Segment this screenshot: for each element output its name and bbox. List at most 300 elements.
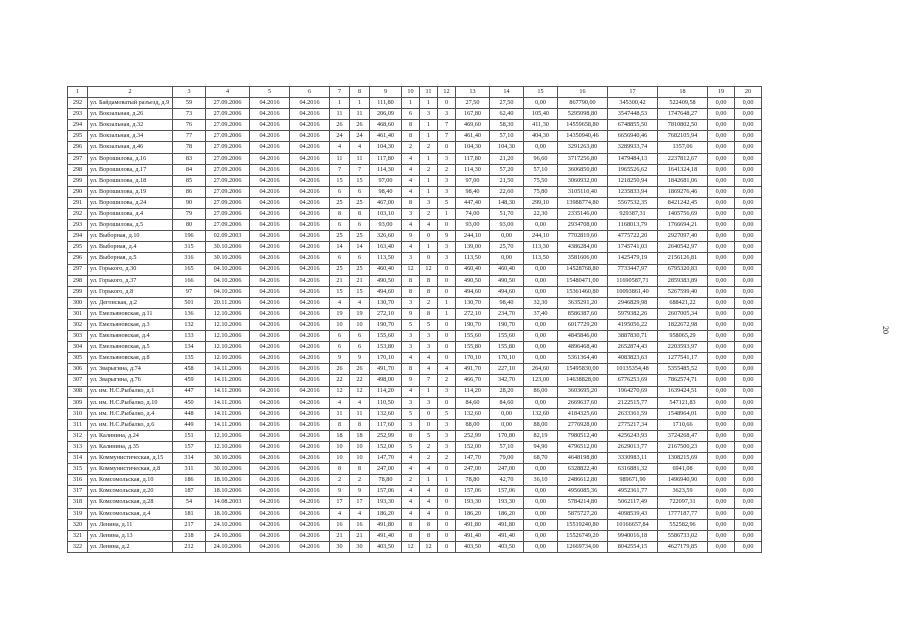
table-cell: 152,00 [370,442,402,453]
address-cell: ул. Вокзальная, д.34 [88,131,173,142]
table-cell: 25 [350,197,370,208]
address-cell: ул. Вокзальная, д.26 [88,109,173,120]
table-row [68,408,762,419]
table-cell: 04.2016 [290,497,330,508]
address-cell: ул. Горького, д.37 [88,275,173,286]
table-cell: 3623,59 [658,486,708,497]
table-cell: 37,40 [524,308,558,319]
table-cell: 4 [420,464,438,475]
table-cell: 190,70 [456,319,490,330]
table-cell: 0 [438,519,456,530]
table-cell: 0 [438,508,456,519]
column-header: 14 [490,87,524,98]
table-cell: 04.2016 [250,186,290,197]
table-cell: 491,40 [370,530,402,541]
table-cell: 0,00 [735,519,762,530]
table-cell: 2486612,80 [558,475,608,486]
table-cell: 04.2016 [250,364,290,375]
table-cell: 123,00 [524,375,558,386]
table-cell: 105,40 [524,109,558,120]
table-cell: 0,00 [708,419,735,430]
table-cell: 2 [438,453,456,464]
table-cell: 84,60 [490,397,524,408]
table-cell: 12 [330,386,350,397]
table-cell: 18 [330,430,350,441]
table-cell: 27.09.2006 [206,131,250,142]
table-cell: 113,50 [370,253,402,264]
table-cell: 447 [173,386,206,397]
table-cell: 4 [402,464,420,475]
table-cell: 165 [173,264,206,275]
table-cell: 491,80 [456,519,490,530]
table-cell: 3 [402,209,420,220]
table-cell: 04.2016 [290,142,330,153]
table-cell: 155,60 [456,331,490,342]
table-cell: 26 [330,120,350,131]
table-cell: 132,60 [524,408,558,419]
table-cell: 0,00 [735,353,762,364]
table-cell: 6 [350,186,370,197]
table-cell: 36,10 [524,475,558,486]
table-cell: 190,70 [370,319,402,330]
table-cell: 0,00 [735,242,762,253]
table-cell: 117,80 [370,153,402,164]
table-cell: 12669734,00 [558,541,608,552]
table-cell: 1 [420,153,438,164]
table-cell: 88,00 [524,419,558,430]
table-cell: 320 [68,519,88,530]
table-cell: 94,90 [524,442,558,453]
table-cell: 1 [420,475,438,486]
table-cell: 315 [68,464,88,475]
address-cell: ул. Вокзальная, д.32 [88,120,173,131]
table-cell: 297 [68,153,88,164]
table-cell: 0,00 [708,308,735,319]
table-row [68,98,762,109]
table-cell: 42,70 [490,475,524,486]
table-cell: 1 [438,475,456,486]
table-cell: 0,00 [735,464,762,475]
table-cell: 0 [438,530,456,541]
table-cell: 2 [350,475,370,486]
table-cell: 0,00 [490,253,524,264]
table-cell: 0 [438,464,456,475]
table-cell: 25 [350,264,370,275]
table-cell: 3060932,00 [558,175,608,186]
table-cell: 403,50 [490,541,524,552]
table-cell: 114,30 [456,164,490,175]
table-cell: 6328822,40 [558,464,608,475]
table-cell: 490,50 [456,275,490,286]
table-cell: 4184325,60 [558,408,608,419]
table-cell: 193,30 [490,497,524,508]
table-cell: 0 [420,231,438,242]
table-cell: 1425479,19 [608,253,658,264]
table-cell: 4 [402,353,420,364]
table-cell: 234,70 [490,308,524,319]
table-cell: 6 [350,253,370,264]
table-cell: 04.2016 [250,486,290,497]
table-cell: 18.10.2006 [206,486,250,497]
table-cell: 1496940,90 [658,475,708,486]
column-header: 11 [420,87,438,98]
table-cell: 6 [350,342,370,353]
table-cell: 04.2016 [290,530,330,541]
table-cell: 1766694,21 [658,220,708,231]
table-cell: 0,00 [735,220,762,231]
table-row [68,264,762,275]
table-cell: 1405756,69 [658,209,708,220]
table-cell: 0,00 [708,519,735,530]
table-cell: 6 [350,331,370,342]
table-cell: 206,09 [370,109,402,120]
address-cell: ул. Емельяновская, д.3 [88,319,173,330]
table-cell: 04.2016 [250,131,290,142]
table-cell: 15 [330,175,350,186]
table-cell: 3 [438,442,456,453]
table-cell: 0,00 [708,231,735,242]
table-cell: 4 [402,175,420,186]
table-cell: 04.2016 [290,275,330,286]
table-cell: 2 [420,209,438,220]
table-cell: 0,00 [524,397,558,408]
table-cell: 13988774,80 [558,197,608,208]
table-row [68,297,762,308]
table-cell: 8 [402,131,420,142]
table-cell: 491,80 [370,519,402,530]
table-cell: 0,00 [735,231,762,242]
table-cell: 04.2016 [250,209,290,220]
table-row [68,175,762,186]
table-cell: 14528768,80 [558,264,608,275]
table-cell: 28,20 [490,386,524,397]
table-cell: 10 [330,442,350,453]
table-cell: 0,00 [708,497,735,508]
table-cell: 1 [402,98,420,109]
table-cell: 5 [438,408,456,419]
table-cell: 6 [402,109,420,120]
table-cell: 1 [438,297,456,308]
table-cell: 11 [350,109,370,120]
table-cell: 11 [330,408,350,419]
table-row [68,275,762,286]
table-cell: 6941,08 [658,464,708,475]
table-cell: 11690587,71 [608,275,658,286]
table-cell: 1747648,27 [658,109,708,120]
table-cell: 4 [330,142,350,153]
table-cell: 27.09.2006 [206,164,250,175]
table-cell: 1 [438,209,456,220]
column-header: 15 [524,87,558,98]
table-cell: 4 [330,508,350,519]
table-cell: 193,30 [370,497,402,508]
table-cell: 4 [402,386,420,397]
table-cell: 0,00 [708,109,735,120]
table-cell: 217 [173,519,206,530]
table-cell: 04.2016 [250,175,290,186]
table-cell: 1 [420,186,438,197]
table-cell: 98,40 [370,186,402,197]
table-cell: 18.10.2006 [206,475,250,486]
address-cell: ул. Выборная, д.10 [88,231,173,242]
table-cell: 04.2016 [290,297,330,308]
table-cell: 22,60 [490,186,524,197]
table-cell: 0,00 [735,308,762,319]
table-cell: 252,99 [456,430,490,441]
table-cell: 10 [330,453,350,464]
table-cell: 104,30 [456,142,490,153]
table-cell: 59 [173,98,206,109]
table-cell: 78,80 [456,475,490,486]
table-cell: 0,00 [735,342,762,353]
table-cell: 0,00 [735,364,762,375]
table-cell: 04.2016 [250,419,290,430]
table-cell: 78,80 [370,475,402,486]
table-cell: 3 [438,186,456,197]
table-cell: 314 [68,453,88,464]
address-cell: ул. Комсомольская, д.4 [88,508,173,519]
table-cell: 4386284,00 [558,242,608,253]
table-cell: 0,00 [524,264,558,275]
table-cell: 2859383,89 [658,275,708,286]
table-cell: 04.2016 [290,375,330,386]
table-cell: 958065,29 [658,331,708,342]
address-cell: ул. им. Н.С.Рыбалко, д.1 [88,386,173,397]
table-cell: 491,70 [370,364,402,375]
table-cell: 459 [173,375,206,386]
table-cell: 90 [173,197,206,208]
table-cell: 15526749,20 [558,530,608,541]
table-cell: 14.11.2006 [206,419,250,430]
table-cell: 5567532,35 [608,197,658,208]
table-cell: 2 [420,164,438,175]
table-cell: 8 [330,209,350,220]
table-cell: 86,00 [524,386,558,397]
table-cell: 5 [420,430,438,441]
table-cell: 0,00 [735,442,762,453]
table-cell: 0,00 [524,286,558,297]
table-cell: 4775722,20 [608,231,658,242]
table-cell: 0,00 [708,486,735,497]
table-cell: 04.2016 [290,408,330,419]
table-row [68,197,762,208]
table-cell: 469,60 [456,120,490,131]
table-cell: 6776253,69 [608,375,658,386]
address-cell: ул. Калинина, д.24 [88,430,173,441]
table-cell: 25 [330,197,350,208]
table-cell: 867790,00 [558,98,608,109]
table-cell: 30 [330,541,350,552]
table-cell: 117,60 [370,419,402,430]
register-sheet [67,86,762,553]
table-cell: 2203593,97 [658,342,708,353]
table-cell: 264,60 [524,364,558,375]
table-cell: 2 [438,164,456,175]
table-cell: 04.2016 [250,386,290,397]
table-cell: 3105110,40 [558,186,608,197]
table-cell: 0,00 [735,175,762,186]
table-cell: 19 [330,308,350,319]
table-cell: 04.2016 [250,508,290,519]
table-row [68,342,762,353]
address-cell: ул. Ворошилова, д.16 [88,153,173,164]
address-cell: ул. Коммунистическая, д.15 [88,453,173,464]
table-cell: 04.2016 [250,530,290,541]
table-cell: 12 [402,541,420,552]
table-cell: 27.09.2006 [206,220,250,231]
address-cell: ул. Калинина, д.35 [88,442,173,453]
table-cell: 4083823,63 [608,353,658,364]
table-cell: 130,70 [456,297,490,308]
table-row [68,497,762,508]
table-cell: 0,00 [735,120,762,131]
table-cell: 290 [68,186,88,197]
table-cell: 04.2016 [290,353,330,364]
table-cell: 3 [438,386,456,397]
address-cell: ул. им. Н.С.Рыбалко, д.4 [88,408,173,419]
table-cell: 0,00 [708,408,735,419]
table-cell: 27.09.2006 [206,109,250,120]
address-cell: ул. Комсомольская, д.10 [88,475,173,486]
table-cell: 319 [68,508,88,519]
table-cell: 04.2016 [290,331,330,342]
table-cell: 86 [173,186,206,197]
table-cell: 157,06 [456,486,490,497]
table-cell: 4 [420,497,438,508]
table-cell: 304 [68,342,88,353]
table-cell: 186,20 [456,508,490,519]
table-row [68,375,762,386]
table-cell: 1308215,69 [658,453,708,464]
column-header: 2 [88,87,173,98]
table-cell: 166 [173,275,206,286]
table-cell: 1277541,17 [658,353,708,364]
table-cell: 11 [330,153,350,164]
table-cell: 458 [173,364,206,375]
address-cell: ул. Дегонская, д.2 [88,297,173,308]
column-header: 5 [250,87,290,98]
table-cell: 8 [420,286,438,297]
table-cell: 04.2016 [250,541,290,552]
table-cell: 317 [68,486,88,497]
table-cell: 167,80 [456,109,490,120]
column-header: 16 [558,87,608,98]
column-header: 6 [290,87,330,98]
table-cell: 1 [420,242,438,253]
table-cell: 8 [402,120,420,131]
table-cell: 403,50 [456,541,490,552]
table-cell: 24.10.2006 [206,519,250,530]
table-cell: 1822672,98 [658,319,708,330]
table-cell: 97,00 [370,175,402,186]
table-cell: 4 [350,397,370,408]
table-cell: 12.10.2006 [206,308,250,319]
table-cell: 0,00 [735,497,762,508]
table-cell: 301 [68,308,88,319]
table-cell: 3 [420,342,438,353]
table-cell: 0,00 [708,386,735,397]
table-cell: 04.2016 [250,319,290,330]
table-cell: 25 [350,231,370,242]
table-cell: 04.2016 [290,164,330,175]
table-cell: 0,00 [735,319,762,330]
table-cell: 3 [420,331,438,342]
table-cell: 0 [438,541,456,552]
table-cell: 104,30 [490,142,524,153]
table-cell: 494,60 [456,286,490,297]
table-cell: 4 [402,186,420,197]
table-cell: 0,00 [524,142,558,153]
table-cell: 04.2016 [290,286,330,297]
table-cell: 0,00 [708,253,735,264]
table-cell: 8 [402,430,420,441]
table-cell: 326,60 [370,231,402,242]
table-cell: 0,00 [708,353,735,364]
table-cell: 308 [68,386,88,397]
address-cell: ул. Емельяновская, д.4 [88,331,173,342]
table-cell: 0,00 [708,297,735,308]
table-cell: 0 [420,419,438,430]
table-cell: 6 [330,220,350,231]
table-cell: 8 [402,275,420,286]
table-cell: 296 [68,142,88,153]
table-cell: 6 [330,342,350,353]
table-cell: 296 [68,253,88,264]
table-cell: 163,40 [370,242,402,253]
table-cell: 3 [420,397,438,408]
table-cell: 0 [438,342,456,353]
table-cell: 3 [438,253,456,264]
table-row [68,453,762,464]
table-cell: 2 [402,142,420,153]
table-row [68,319,762,330]
table-cell: 186,20 [370,508,402,519]
table-cell: 134 [173,342,206,353]
table-cell: 4 [330,397,350,408]
table-cell: 552582,96 [658,519,708,530]
table-cell: 51,70 [490,209,524,220]
table-cell: 7810802,50 [658,120,708,131]
table-row [68,186,762,197]
table-cell: 8 [330,419,350,430]
table-cell: 04.2016 [290,541,330,552]
table-cell: 0,00 [708,375,735,386]
table-cell: 4896468,40 [558,342,608,353]
table-cell: 293 [68,220,88,231]
table-cell: 80 [173,220,206,231]
table-cell: 6795320,83 [658,264,708,275]
table-cell: 252,99 [370,430,402,441]
table-cell: 14.11.2006 [206,364,250,375]
table-cell: 5 [402,319,420,330]
table-cell: 3330983,11 [608,453,658,464]
table-cell: 0,00 [735,209,762,220]
table-cell: 04.2016 [250,464,290,475]
table-cell: 1218250,94 [608,175,658,186]
table-cell: 57,20 [490,164,524,175]
address-cell: ул. Комсомольская, д.28 [88,497,173,508]
table-cell: 25 [330,264,350,275]
address-cell: ул. Ворошилова, д.18 [88,175,173,186]
table-cell: 490,50 [370,275,402,286]
table-cell: 9 [402,231,420,242]
table-cell: 547121,83 [658,397,708,408]
table-cell: 8 [420,519,438,530]
table-cell: 4 [438,364,456,375]
table-cell: 310 [68,408,88,419]
table-cell: 447,40 [456,197,490,208]
table-cell: 27.09.2006 [206,209,250,220]
